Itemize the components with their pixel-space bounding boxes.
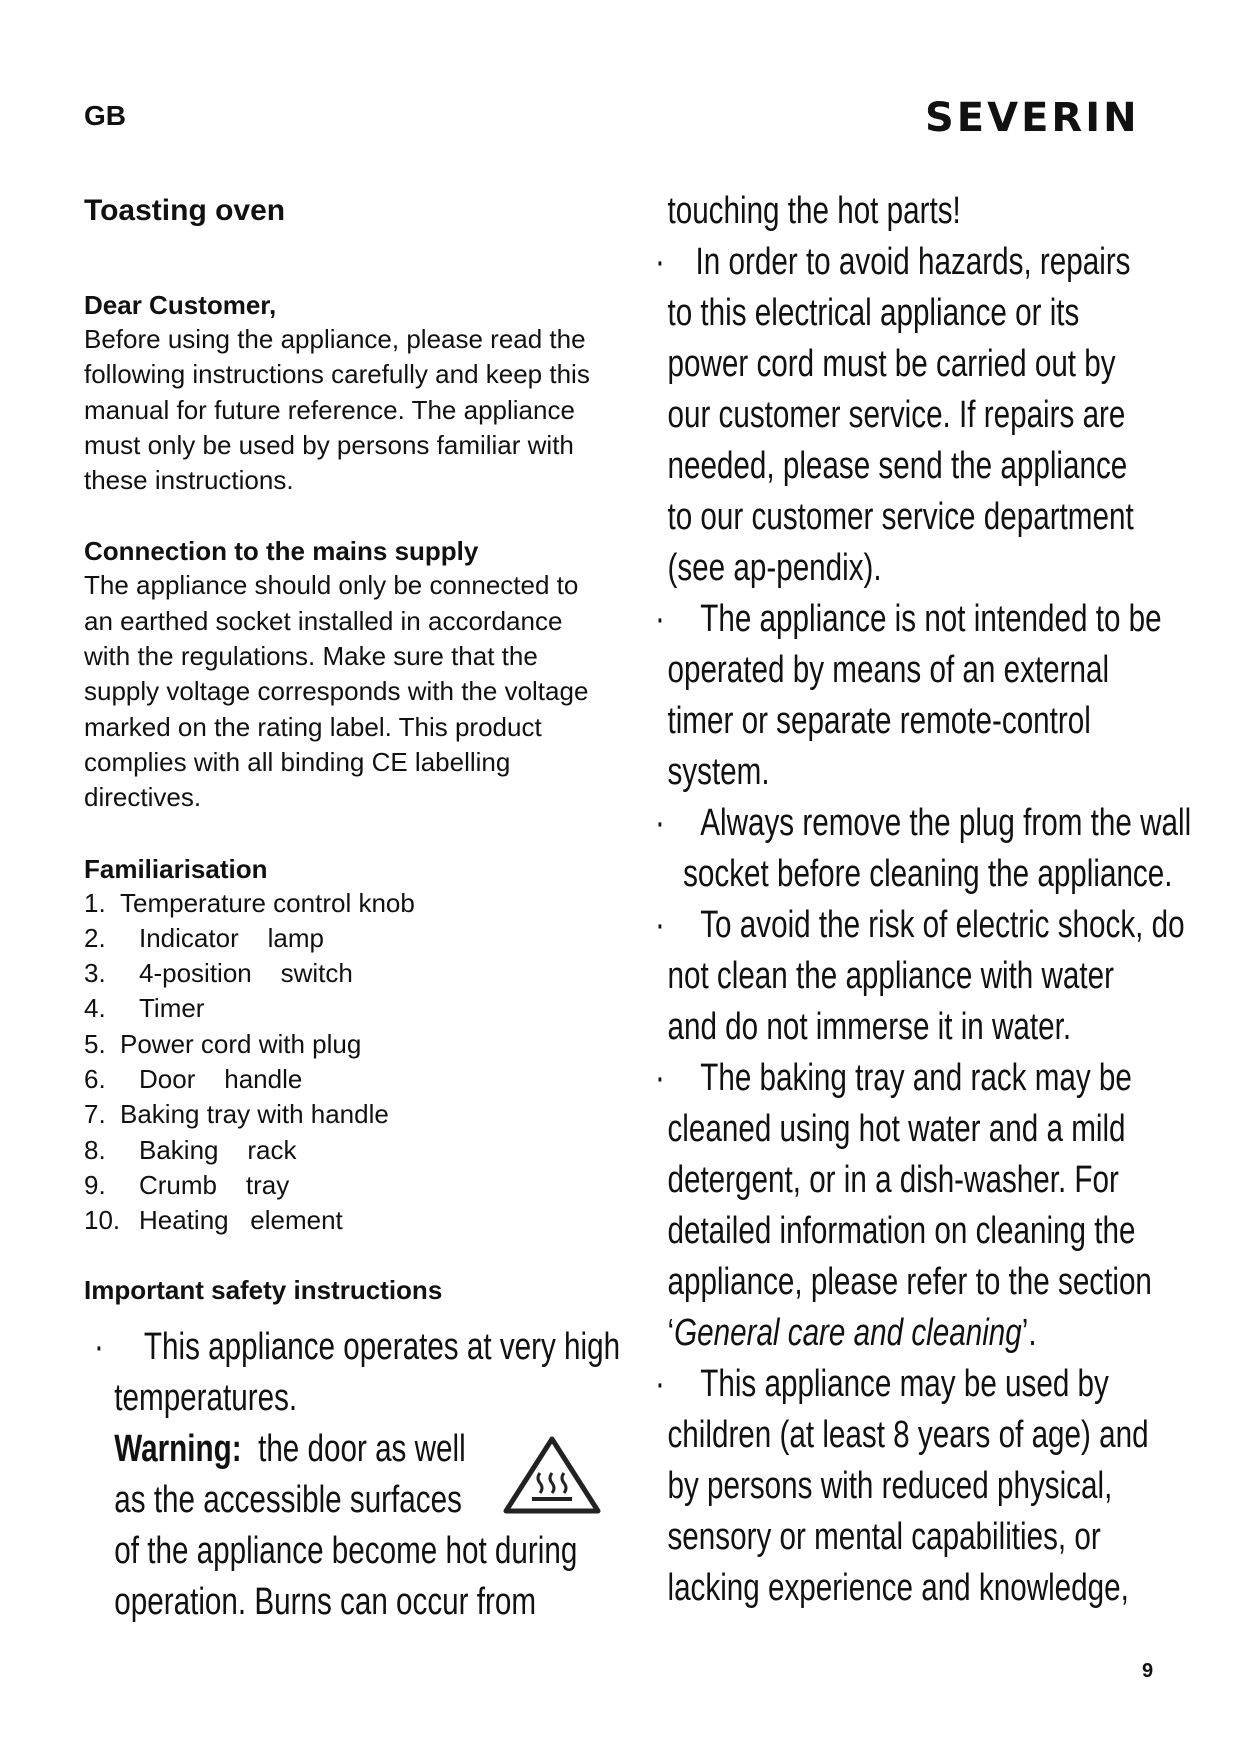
brand-logo: SEVERIN bbox=[925, 95, 1140, 141]
intro-line: following instructions carefully and keep this bbox=[84, 359, 590, 390]
safety-line: temperatures. bbox=[114, 1377, 298, 1419]
intro-line: Before using the appliance, please read the bbox=[84, 324, 586, 354]
mains-line: marked on the rating label. This product bbox=[84, 711, 542, 742]
list-item: 6. Door handle bbox=[84, 1064, 303, 1095]
mains-line: The appliance should only be connected to bbox=[84, 570, 579, 601]
intro-line: manual for future reference. The appliance bbox=[84, 394, 575, 425]
warning-label: Warning: bbox=[114, 1428, 242, 1470]
page-title: Toasting oven bbox=[84, 194, 286, 227]
warning-line: Warning: the door as well bbox=[114, 1428, 466, 1470]
mains-line: an earthed socket installed in accordance bbox=[84, 605, 563, 636]
safety-bullet-shock: · To avoid the risk of electric shock, do bbox=[655, 904, 1185, 946]
intro-line: must only be used by persons familiar with bbox=[84, 429, 574, 460]
mains-line: complies with all binding CE labelling bbox=[84, 746, 511, 777]
list-item: 1. Temperature control knob bbox=[84, 887, 415, 918]
warning-line: of the appliance become hot during bbox=[114, 1530, 578, 1572]
safety-bullet-cleaning: · The baking tray and rack may be bbox=[655, 1057, 1132, 1099]
right-column: touching the hot parts! · In order to avoid hazards, repairs to this electrical appliance or its power cord must be carried out by our customer service. If repairs are needed, please send the appliance to our customer service department (see ap-pendix). · The appliance is not intended to be operated by means of an external timer or separate remote-control system. · Always remove the plug from the wall socket before cleaning the appliance. · To avoid the risk of electric shock, do not clean the appliance with water and do not immerse it in water. · The baking tray and rack may be cleaned using hot water and a mild detergent, or in a dish-washer. For detailed information on cleaning the appliance, please refer to the section ‘General care and cleaning’. · This appliance may be used by children (at least 8 years of age) and by persons with reduced physical, sensory or mental capabilities, or lacking experience and knowledge, bbox=[655, 186, 1191, 1614]
intro-line: these instructions. bbox=[84, 465, 294, 496]
list-item: 7. Baking tray with handle bbox=[84, 1099, 389, 1130]
safety-line: touching the hot parts! bbox=[667, 190, 961, 232]
list-item: 2. Indicator lamp bbox=[84, 922, 324, 953]
warning-line: operation. Burns can occur from bbox=[114, 1581, 537, 1623]
list-item: 10. Heating element bbox=[84, 1205, 343, 1236]
safety-heading: Important safety instructions bbox=[84, 1274, 443, 1305]
list-item: 3. 4-position switch bbox=[84, 958, 353, 989]
safety-bullet-timer: · The appliance is not intended to be bbox=[655, 598, 1162, 640]
bullet: · bbox=[94, 1326, 104, 1368]
section-reference: General care and cleaning bbox=[674, 1312, 1022, 1354]
safety-bullet-children: · This appliance may be used by bbox=[655, 1363, 1109, 1405]
page-number: 9 bbox=[1142, 1660, 1154, 1682]
intro-heading: Dear Customer, bbox=[84, 290, 277, 320]
list-item: 4. Timer bbox=[84, 993, 205, 1024]
mains-line: supply voltage corresponds with the voltage bbox=[84, 676, 589, 707]
left-column bbox=[84, 192, 644, 1307]
language-code: GB bbox=[84, 100, 126, 131]
familiarisation-heading: Familiarisation bbox=[84, 853, 268, 884]
list-item: 8. Baking rack bbox=[84, 1134, 297, 1165]
safety-bullet-repairs: · In order to avoid hazards, repairs bbox=[655, 241, 1131, 283]
mains-line: directives. bbox=[84, 782, 202, 813]
parts-list bbox=[84, 886, 644, 1239]
mains-heading: Connection to the mains supply bbox=[84, 536, 479, 567]
safety-bullet-unplug: · Always remove the plug from the wall bbox=[655, 802, 1192, 844]
warning-line: as the accessible surfaces bbox=[114, 1479, 462, 1521]
hot-surface-warning-icon bbox=[502, 1435, 602, 1520]
list-item: 5. Power cord with plug bbox=[84, 1028, 362, 1059]
mains-line: with the regulations. Make sure that the bbox=[84, 641, 538, 672]
safety-line: This appliance operates at very high bbox=[143, 1326, 621, 1368]
list-item: 9. Crumb tray bbox=[84, 1169, 290, 1200]
